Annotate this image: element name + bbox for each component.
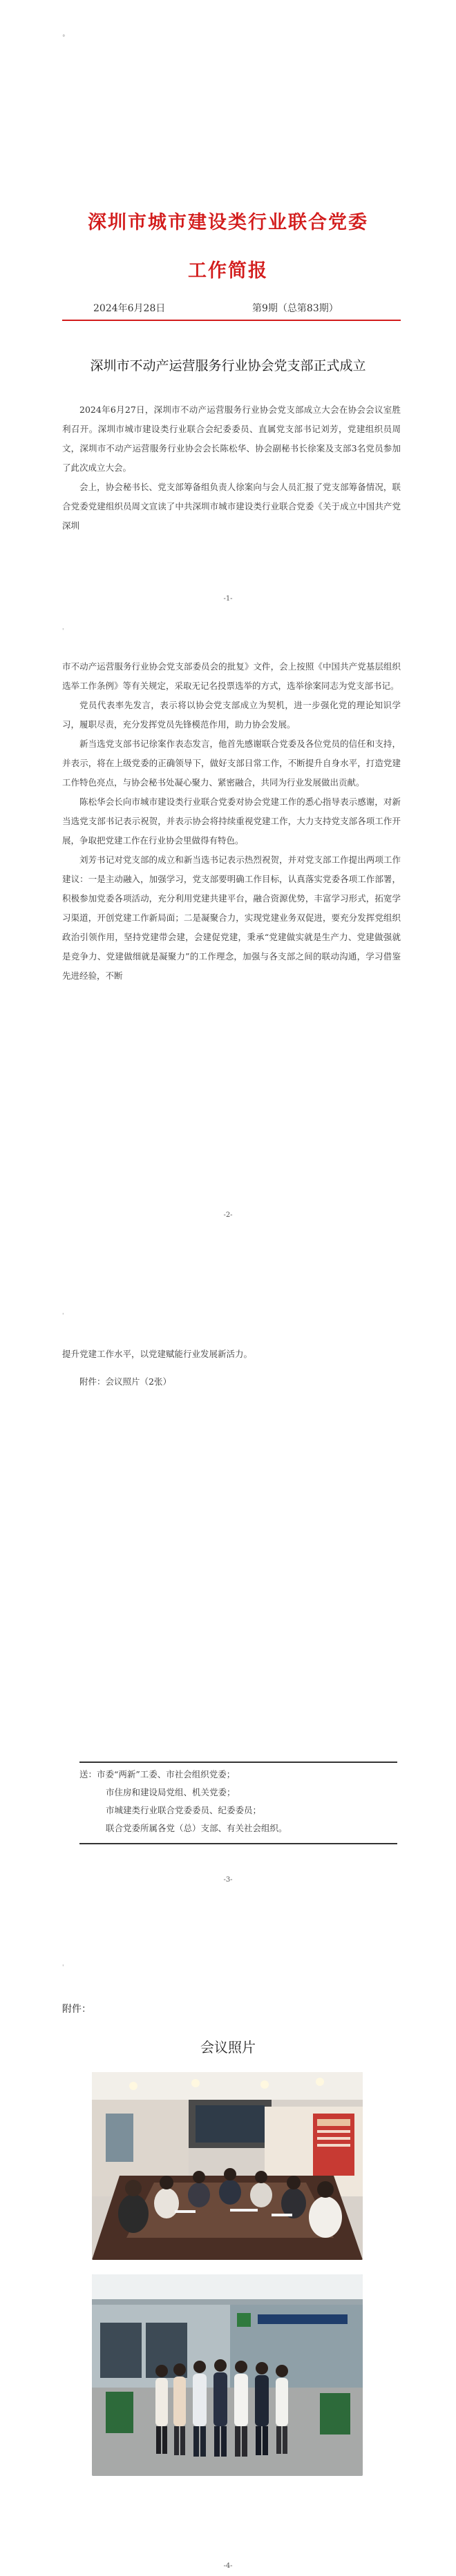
page-number: -4- [223, 2562, 233, 2570]
paragraph: 党员代表率先发言，表示将以协会党支部成立为契机，进一步强化党的理论知识学习，履职尽责，充分发挥党员先锋模范作用，助力协会发展。 [62, 700, 401, 730]
page-2 [0, 628, 456, 1249]
page-1 [0, 0, 456, 607]
page-mark: ' [62, 628, 64, 635]
paragraph: 市不动产运营服务行业协会党支部委员会的批复》文件，会上按照《中国共产党基层组织选举工作条例》等有关规定，采取无记名投票选举的方式，选举徐案同志为党支部书记。 [62, 661, 401, 691]
paragraph: 刘芳书记对党支部的成立和新当选书记表示热烈祝贺，并对党支部工作提出两项工作建议：一是主动融入，加强学习，党支部要明确工作目标，认真落实党委各项工作部署，积极参加党委各项活动，充分利用党建共建平台，融合资源优势，丰富学习形式，拓宽学习渠道，开创党建工作新局面；二是凝聚合力，实现党建业务双促进，要充分发挥党组织政治引领作用，坚持党建带会建，会建促党建，秉承“党建做实就是生产力、党建做强就是竞争力、党建做细就是凝聚力”的工作理念，加强与各支部之间的联动沟通，学习借鉴先进经验，不断 [62, 855, 401, 981]
article-body-p3 [62, 1345, 401, 1392]
meeting-photo-1 [92, 2072, 363, 2260]
bulletin-org-title: 深圳市城市建设类行业联合党委 [88, 212, 368, 233]
meeting-photo-2 [92, 2274, 363, 2476]
cc-lead: 送：市委“两新”工委、市社会组织党委； [79, 1769, 236, 1779]
attachment-label: 附件： [62, 2004, 91, 2015]
cc-top-rule [79, 1762, 397, 1763]
page-mark: ' [62, 1313, 64, 1320]
red-divider [62, 320, 401, 321]
issue-number: 第9期（总第83期） [252, 303, 339, 314]
cc-bottom-rule [79, 1843, 397, 1844]
article-body-p2 [62, 657, 401, 986]
page-3 [0, 1263, 456, 1884]
cc-recipient: 联合党委所属各党（总）支部、有关社会组织。 [106, 1823, 287, 1833]
paragraph: 2024年6月27日，深圳市不动产运营服务行业协会党支部成立大会在协会会议室胜利召开。深圳市城市建设类行业联合会纪委委员、直属党支部书记刘芳，党建组织员周文，深圳市不动产运营服务行业协会会长陈松华、协会副秘书长徐案及支部3名党员参加了此次成立大会。 [62, 404, 401, 473]
page-mark: ' [62, 1964, 64, 1971]
paragraph: 会上，协会秘书长、党支部筹备组负责人徐案向与会人员汇报了党支部筹备情况，联合党委党建组织员周文宣读了中共深圳市城市建设类行业联合党委《关于成立中国共产党深圳 [62, 482, 401, 531]
distribution-list [79, 1766, 397, 1837]
page-number: -1- [223, 595, 233, 603]
bulletin-title: 工作简报 [188, 260, 268, 282]
paragraph: 新当选党支部书记徐案作表态发言，他首先感谢联合党委及各位党员的信任和支持，并表示，将在上级党委的正确领导下，做好支部日常工作，不断提升自身水平，打造党建工作特色亮点，与协会秘书处凝心聚力、紧密融合，共同为行业发展做出贡献。 [62, 739, 401, 788]
cc-recipient: 市城建类行业联合党委委员、纪委委员； [106, 1805, 262, 1815]
article-body-p1 [62, 400, 401, 536]
paragraph: 陈松华会长向市城市建设类行业联合党委对协会党建工作的悉心指导表示感谢，对新当选党支部书记表示祝贺，并表示协会将持续重视党建工作，大力支持党支部各项工作开展，争取把党建工作在行业协会里做得有特色。 [62, 797, 401, 846]
page-mark: ° [62, 35, 66, 41]
page-4 [0, 1905, 456, 2576]
page-number: -2- [223, 1211, 233, 1219]
issue-date: 2024年6月28日 [93, 303, 166, 314]
cc-recipient: 市住房和建设局党组、机关党委； [106, 1787, 236, 1797]
article-headline: 深圳市不动产运营服务行业协会党支部正式成立 [90, 358, 366, 373]
paragraph: 提升党建工作水平，以党建赋能行业发展新活力。 [62, 1349, 253, 1359]
attachment-note: 附件：会议照片（2张） [79, 1376, 171, 1387]
photo-section-title: 会议照片 [200, 2039, 256, 2056]
page-number: -3- [223, 1876, 233, 1884]
